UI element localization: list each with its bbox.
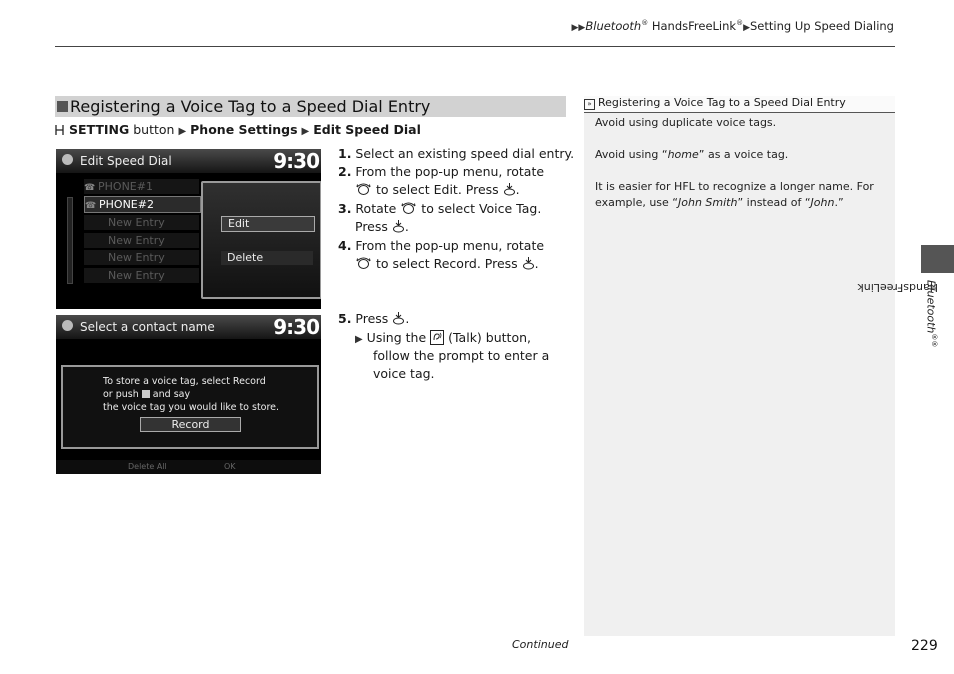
softkey-bar [56,460,321,474]
page-number: 229 [911,638,938,654]
list-item-selected [84,196,201,213]
crumb-reg: ® [641,19,649,28]
step-number: 1. [338,146,352,161]
clock: 9:30 [273,149,319,173]
menu-path [55,122,421,137]
header-divider [55,46,895,47]
step-text: From the pop-up menu, rotate [351,238,545,253]
dialog-line-1: To store a voice tag, select Record [103,376,266,387]
step-2 [338,163,544,181]
step-4-line2: to select Record. Press . [355,255,539,273]
step-text: Press [351,311,393,326]
step-text: (Talk) button, [444,330,531,345]
popup-option-edit: Edit [221,216,315,232]
step-text: follow the prompt to enter a [373,348,550,363]
step-text: voice tag. [373,366,435,381]
reference-icon: » [584,99,595,110]
screen-title: Select a contact name [80,320,215,334]
list-item-label: PHONE#2 [99,198,154,211]
chapter-bluetooth: Bluetooth [924,280,938,334]
chapter-tab-label [857,280,940,440]
list-item [84,215,199,230]
crumb-reg2: ® [736,19,744,28]
list-item-label: New Entry [108,269,165,282]
step-1 [338,145,574,163]
dialog-line-2a: or push [103,389,142,400]
list-item-label: New Entry [108,251,165,264]
screen-edit-speed-dial [56,149,321,309]
step-text: to select [372,256,434,271]
step-text: Using the [362,330,431,345]
dialog-line-3: the voice tag you would like to store. [103,402,280,413]
dialog [61,365,319,449]
step-text: to select [417,201,479,216]
sidebar-heading [584,96,895,113]
crumb-current-page: Setting Up Speed Dialing [750,19,894,33]
home-icon [55,124,64,136]
list-item-label: PHONE#1 [98,180,153,193]
arrow-icon: ▶ [178,126,187,137]
section-heading [55,96,566,117]
clock: 9:30 [273,315,319,339]
sidebar-note-3: It is easier for HFL to recognize a longer name. For [595,180,874,193]
softkey-ok: OK [224,462,236,471]
softkey-delete-all: Delete All [128,462,167,471]
screen-select-contact [56,315,321,474]
arrow-icon: ▶ [301,126,310,137]
step-number: 4. [338,238,352,253]
step-2-line2: to select Edit. Press . [355,181,520,199]
list-item-label: New Entry [108,216,165,229]
interface-dial-press-icon [392,219,405,233]
crumb-bluetooth: Bluetooth [585,19,642,33]
chapter-label-text [857,280,938,348]
step-text: Press [355,219,392,234]
path-edit-speed-dial: Edit Speed Dial [313,122,421,137]
breadcrumb [572,19,894,33]
chapter-reg: ® [930,333,938,341]
step-3: 3. Rotate to select Voice Tag. [338,201,542,216]
path-button-word: button [129,122,179,137]
list-item [84,250,199,265]
crumb-handsfreelink: HandsFreeLink [648,19,737,33]
phone-icon: ☎ [84,183,96,193]
voice-icon [62,320,73,331]
interface-dial-press-icon [503,182,516,196]
list-item [84,268,199,283]
step-5: 5. Press . [338,311,410,326]
note-text: .” [834,196,844,209]
step-text: . Press [476,256,522,271]
interface-dial-press-icon [522,256,535,270]
list-item [84,233,199,248]
step-number: 3. [338,201,352,216]
note-text: ” as a voice tag. [698,148,789,161]
arrow-icon: ▶ [743,23,750,33]
section-title: Registering a Voice Tag to a Speed Dial Entry [70,97,431,116]
sidebar-note-3-line2 [595,195,844,211]
sidebar-notes [584,96,895,636]
path-setting: SETTING [69,122,130,137]
note-italic: home [667,148,699,161]
scrollbar [67,197,73,284]
menu-option-voice-tag: Voice Tag [478,201,538,216]
step-text: to select [372,182,434,197]
chapter-tab [921,245,954,273]
screen-title: Edit Speed Dial [80,154,172,168]
step-3-line2: Press . [355,219,409,234]
interface-dial-rotate-icon [400,201,417,215]
note-text: Avoid using “ [595,148,668,161]
chapter-handsfreelink: HandsFreeLink [857,281,938,294]
interface-dial-press-icon [392,311,405,325]
double-arrow-icon: ▶▶ [571,23,586,33]
continued-label: Continued [512,638,569,651]
step-text: . Press [457,182,503,197]
dialog-line-2b: and say [149,389,191,400]
step-5-sub [355,329,531,349]
list-item-label: New Entry [108,234,165,247]
step-4 [338,237,544,255]
arrow-icon: ▶ [355,334,363,345]
menu-option-record: Record [433,256,477,271]
note-italic: John [810,196,835,209]
interface-dial-rotate-icon [355,182,372,196]
popup-menu [201,181,321,299]
chapter-reg2: ® [930,340,938,348]
path-phone-settings: Phone Settings [190,122,298,137]
step-number: 5. [338,311,352,326]
talk-icon [142,390,150,398]
step-number: 2. [338,164,352,179]
talk-button-icon [430,330,444,345]
sidebar-title: Registering a Voice Tag to a Speed Dial Entry [598,96,846,109]
phone-icon: ☎ [85,201,97,211]
popup-option-delete: Delete [221,251,313,265]
note-text: example, use “ [595,196,679,209]
step-text: From the pop-up menu, rotate [351,164,545,179]
step-text: Select an existing speed dial entry. [351,146,575,161]
note-italic: John Smith [678,196,738,209]
sidebar-note-2 [595,147,788,163]
menu-option-edit: Edit [433,182,458,197]
note-text: ” instead of “ [737,196,811,209]
sidebar-note-1: Avoid using duplicate voice tags. [595,116,777,129]
interface-dial-rotate-icon [355,256,372,270]
record-button: Record [140,417,241,432]
settings-icon [62,154,73,165]
list-item [84,179,199,194]
square-bullet-icon [57,101,68,112]
step-text: Rotate [351,201,401,216]
dialog-message [103,375,279,414]
